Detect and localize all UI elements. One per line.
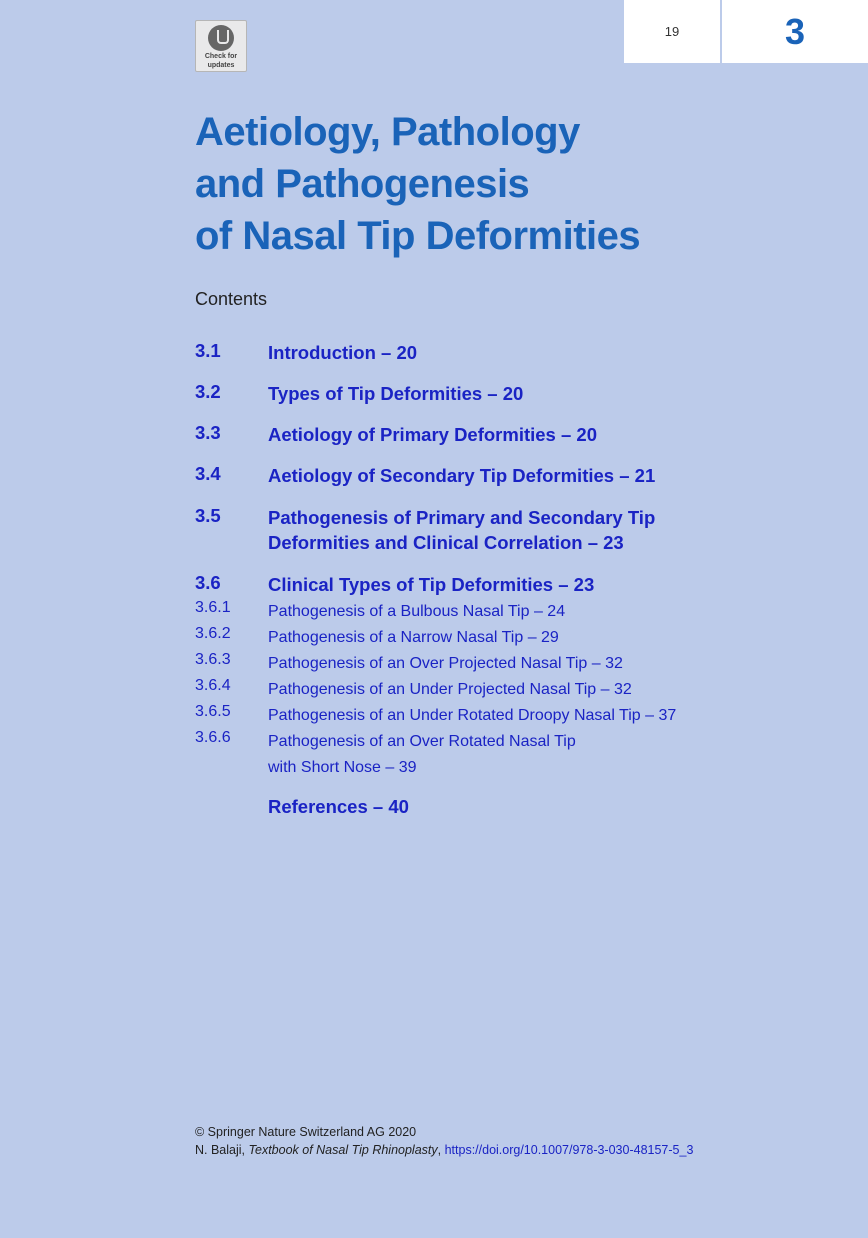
toc-item[interactable] [195,422,597,447]
check-updates-icon [208,25,234,51]
toc-item-text: Clinical Types of Tip Deformities – 23 [268,574,595,595]
toc-item-text: Pathogenesis of a Bulbous Nasal Tip – 24 [268,603,566,620]
toc-subitem[interactable] [195,729,576,781]
toc-subitem[interactable] [195,703,676,729]
toc-item[interactable] [195,572,594,597]
toc-item-number [195,794,268,819]
toc-item-number: 3.4 [195,463,221,484]
chapter-title [195,106,835,262]
check-for-updates-badge[interactable] [195,20,247,72]
toc-item-text-continued: Deformities and Clinical Correlation – 23 [268,532,624,553]
toc-item-text: Pathogenesis of an Under Rotated Droopy Nasal Tip – 37 [268,707,677,724]
toc-item-text: Aetiology of Primary Deformities – 20 [268,424,597,445]
toc-item[interactable] [195,381,523,406]
toc-item-number: 3.6.6 [195,729,231,746]
page-number: 19 [624,0,720,63]
toc-item-number: 3.3 [195,422,221,443]
toc-item-text-continued: with Short Nose – 39 [268,759,417,776]
footer [195,1123,693,1159]
toc-item-number: 3.6.4 [195,677,231,694]
toc-subitem[interactable] [195,599,565,625]
toc-item-references[interactable] [195,794,409,819]
book-title: Textbook of Nasal Tip Rhinoplasty [248,1143,438,1157]
toc-item[interactable] [195,463,655,488]
toc-item-text: References – 40 [268,796,409,817]
toc-item-text: Pathogenesis of an Over Rotated Nasal Tip [268,733,576,750]
toc-subitem[interactable] [195,651,623,677]
toc-item[interactable] [195,340,417,365]
chapter-title-line: Aetiology, Pathology [195,110,580,154]
toc-item-text: Pathogenesis of an Over Projected Nasal Tip – 32 [268,655,623,672]
author-name: N. Balaji, [195,1143,246,1157]
contents-heading: Contents [195,289,268,309]
toc-item-text: Introduction – 20 [268,342,418,363]
toc-item-text: Aetiology of Secondary Tip Deformities – 21 [268,465,656,486]
toc-item-number: 3.6.2 [195,625,231,642]
toc-item-text: Pathogenesis of a Narrow Nasal Tip – 29 [268,629,559,646]
toc-item-number: 3.6.5 [195,703,231,720]
toc-subitem[interactable] [195,677,632,703]
citation-line: N. Balaji, Textbook of Nasal Tip Rhinoplasty, https://doi.org/10.1007/978-3-030-48157-5_3 [195,1143,694,1157]
toc-item[interactable] [195,505,655,555]
badge-text-line2: updates [207,62,235,69]
toc-item-text: Pathogenesis of an Under Projected Nasal Tip – 32 [268,681,632,698]
doi-link[interactable]: https://doi.org/10.1007/978-3-030-48157-5_3 [444,1143,694,1157]
toc-item-text: Types of Tip Deformities – 20 [268,383,524,404]
badge-text-line1: Check for [204,53,238,60]
toc-item-number: 3.6.3 [195,651,231,668]
toc-item-number: 3.6.1 [195,599,231,616]
toc-item-number: 3.5 [195,505,221,526]
toc-subitem[interactable] [195,625,559,651]
chapter-title-line: and Pathogenesis [195,162,530,206]
toc-item-number: 3.6 [195,572,221,593]
chapter-title-line: of Nasal Tip Deformities [195,214,641,258]
toc-item-number: 3.1 [195,340,221,361]
chapter-number: 3 [722,0,868,63]
toc-item-text: Pathogenesis of Primary and Secondary Tip [268,507,656,528]
toc-item-number: 3.2 [195,381,221,402]
copyright-line: © Springer Nature Switzerland AG 2020 [195,1125,417,1139]
